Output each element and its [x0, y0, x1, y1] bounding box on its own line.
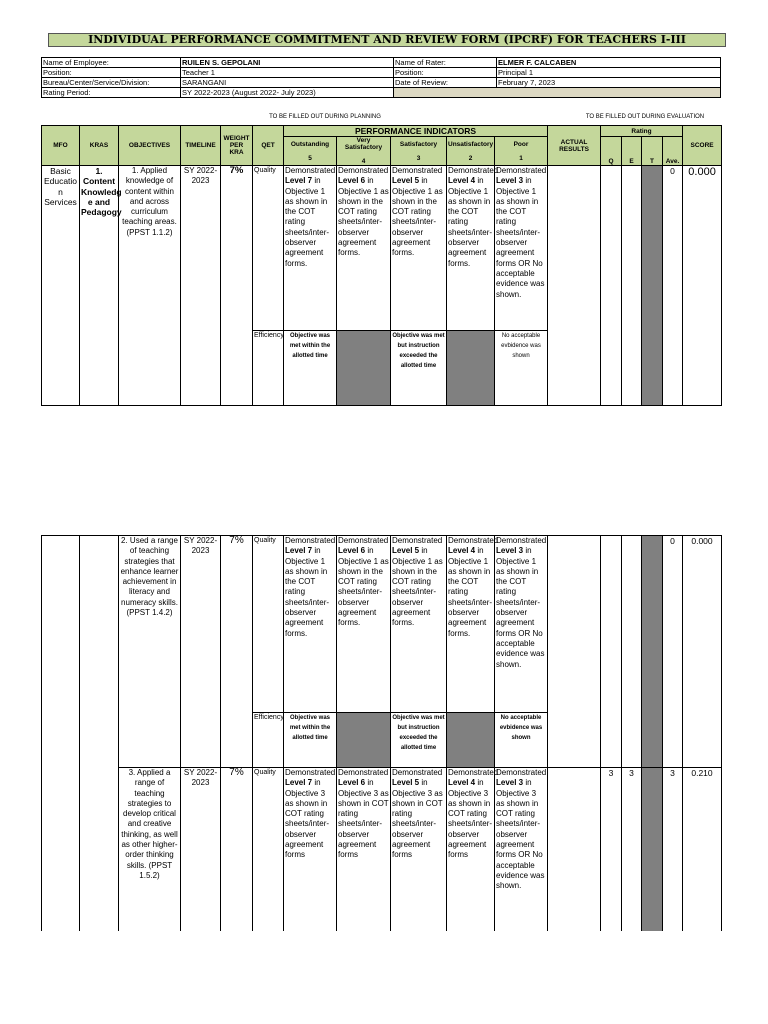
- mfo-continued: [42, 536, 80, 931]
- rater-label: Name of Rater:: [394, 58, 497, 68]
- indicator-poor: Demonstrated Level 3 in Objective 1 as shown in the COT rating sheets/inter-observer agreement forms OR No acceptable evidence was shown.: [495, 166, 548, 331]
- timeline-cell: SY 2022-2023: [181, 768, 221, 931]
- quality-label: Quality: [253, 768, 284, 931]
- level-outstanding: Outstanding 5: [284, 137, 337, 166]
- header-objectives: OBJECTIVES: [119, 126, 181, 166]
- actual-results-cell: [548, 536, 601, 768]
- bureau-value: SARANGANI: [181, 78, 394, 88]
- header-mfo: MFO: [42, 126, 80, 166]
- header-timeline: TIMELINE: [181, 126, 221, 166]
- indicator-poor: Demonstrated Level 3 in Objective 1 as shown in the COT rating sheets/inter-observer agreement forms OR No acceptable evidence was shown.: [495, 536, 548, 713]
- rater-position-label: Position:: [394, 68, 497, 78]
- t-value: [642, 768, 663, 931]
- efficiency-satisfactory: Objective was met but instruction exceeded the allotted time: [391, 331, 447, 406]
- period-value: SY 2022-2023 (August 2022- July 2023): [181, 88, 394, 98]
- rating-e: E: [622, 137, 642, 166]
- objective-text: 2. Used a range of teaching strategies that enhance learner achievement in literacy and numeracy skills. (PPST 1.4.2): [119, 536, 181, 768]
- ipcrf-table-page1: [41, 125, 722, 406]
- header-actual-results: ACTUAL RESULTS: [548, 126, 601, 166]
- indicator-unsatisfactory: Demonstrated Level 4 in Objective 1 as shown in the COT rating sheets/inter-observer agreement forms.: [447, 536, 495, 713]
- t-value: [642, 166, 663, 406]
- quality-label: Quality: [253, 536, 284, 713]
- header-score: SCORE: [683, 126, 722, 166]
- efficiency-label: Efficiency: [253, 331, 284, 406]
- efficiency-satisfactory: Objective was met but instruction exceeded the allotted time: [391, 713, 447, 768]
- q-value: [601, 166, 622, 406]
- period-label: Rating Period:: [42, 88, 181, 98]
- indicator-poor: Demonstrated Level 3 in Objective 3 as shown in COT rating sheets/inter-observer agreement forms OR No acceptable evidence was shown.: [495, 768, 548, 931]
- q-value: 3: [601, 768, 622, 931]
- header-weight: WEIGHT PER KRA: [221, 126, 253, 166]
- actual-results-cell: [548, 166, 601, 406]
- ipcrf-table-page2: [41, 535, 722, 931]
- efficiency-outstanding: Objective was met within the allotted time: [284, 331, 337, 406]
- evaluation-note: TO BE FILLED OUT DURING EVALUATION: [585, 114, 705, 120]
- objective-text: 3. Applied a range of teaching strategies to develop critical and creative thinking, as well as other higher-order thinking skills. (PPST 1.5.2): [119, 768, 181, 931]
- weight-cell: 7%: [221, 166, 253, 406]
- form-title: INDIVIDUAL PERFORMANCE COMMITMENT AND REVIEW FORM (IPCRF) FOR TEACHERS I-III: [48, 33, 726, 47]
- quality-label: Quality: [253, 166, 284, 331]
- e-value: [622, 536, 642, 768]
- efficiency-unsatisfactory: [447, 713, 495, 768]
- rater-position-value: Principal 1: [497, 68, 721, 78]
- efficiency-unsatisfactory: [447, 331, 495, 406]
- weight-cell: 7%: [221, 536, 253, 768]
- objective-row-3-quality: [42, 768, 722, 931]
- indicator-outstanding: Demonstrated Level 7 in Objective 1 as shown in the COT rating sheets/inter-observer agreement forms.: [284, 166, 337, 331]
- level-satisfactory: Satisfactory 3: [391, 137, 447, 166]
- actual-results-cell: [548, 768, 601, 931]
- header-performance-indicators: PERFORMANCE INDICATORS: [284, 126, 548, 137]
- objective-text: 1. Applied knowledge of content within and across curriculum teaching areas. (PPST 1.1.2): [119, 166, 181, 406]
- employee-info-table: [41, 57, 721, 98]
- rating-ave: Ave.: [663, 137, 683, 166]
- indicator-satisfactory: Demonstrated Level 5 in Objective 1 as shown in the COT rating sheets/inter-observer agreement forms.: [391, 166, 447, 331]
- efficiency-outstanding: Objective was met within the allotted time: [284, 713, 337, 768]
- e-value: [622, 166, 642, 406]
- rater-value: ELMER F. CALCABEN: [497, 58, 721, 68]
- level-very-satisfactory: Very Satisfactory 4: [337, 137, 391, 166]
- e-value: 3: [622, 768, 642, 931]
- shaded-cell: [394, 88, 721, 98]
- bureau-label: Bureau/Center/Service/Division:: [42, 78, 181, 88]
- indicator-satisfactory: Demonstrated Level 5 in Objective 1 as shown in the COT rating sheets/inter-observer agreement forms.: [391, 536, 447, 713]
- header-qet: QET: [253, 126, 284, 166]
- timeline-cell: SY 2022-2023: [181, 536, 221, 768]
- indicator-outstanding: Demonstrated Level 7 in Objective 1 as shown in the COT rating sheets/inter-observer agreement forms.: [284, 536, 337, 713]
- planning-note: TO BE FILLED OUT DURING PLANNING: [269, 114, 381, 120]
- position-value: Teacher 1: [181, 68, 394, 78]
- level-unsatisfactory: Unsatisfactory 2: [447, 137, 495, 166]
- indicator-outstanding: Demonstrated Level 7 in Objective 3 as shown in COT rating sheets/inter-observer agreement forms: [284, 768, 337, 931]
- header-rating: Rating: [601, 126, 683, 137]
- review-value: February 7, 2023: [497, 78, 721, 88]
- indicator-very-satisfactory: Demonstrated Level 6 in Objective 1 as shown in the COT rating sheets/inter-observer agreement forms.: [337, 536, 391, 713]
- mfo-cell: Basic Educatio n Services: [42, 166, 80, 406]
- weight-cell: 7%: [221, 768, 253, 931]
- rating-t: T: [642, 137, 663, 166]
- position-label: Position:: [42, 68, 181, 78]
- indicator-unsatisfactory: Demonstrated Level 4 in Objective 1 as shown in the COT rating sheets/inter-observer agreement forms.: [447, 166, 495, 331]
- score-value: 0.000: [683, 536, 722, 768]
- rating-q: Q: [601, 137, 622, 166]
- header-kras: KRAS: [80, 126, 119, 166]
- score-value: 0.210: [683, 768, 722, 931]
- indicator-very-satisfactory: Demonstrated Level 6 in Objective 3 as shown in COT rating sheets/inter-observer agreement forms: [337, 768, 391, 931]
- kra-cell: 1. Content Knowledg e and Pedagogy: [80, 166, 119, 406]
- employee-label: Name of Employee:: [42, 58, 181, 68]
- ave-value: 0: [663, 166, 683, 406]
- objective-row-2-quality: [42, 536, 722, 713]
- ave-value: 3: [663, 768, 683, 931]
- employee-value: RUILEN S. GEPOLANI: [181, 58, 394, 68]
- indicator-very-satisfactory: Demonstrated Level 6 in Objective 1 as shown in the COT rating sheets/inter-observer agreement forms.: [337, 166, 391, 331]
- efficiency-poor: No acceptable evbidence was shown: [495, 331, 548, 406]
- efficiency-very-satisfactory: [337, 713, 391, 768]
- efficiency-very-satisfactory: [337, 331, 391, 406]
- indicator-satisfactory: Demonstrated Level 5 in Objective 3 as shown in COT rating sheets/inter-observer agreement forms: [391, 768, 447, 931]
- indicator-unsatisfactory: Demonstrated Level 4 in Objective 3 as shown in COT rating sheets/inter-observer agreement forms: [447, 768, 495, 931]
- efficiency-poor: No acceptable evbidence was shown: [495, 713, 548, 768]
- review-label: Date of Review:: [394, 78, 497, 88]
- ave-value: 0: [663, 536, 683, 768]
- kra-continued: [80, 536, 119, 931]
- objective-row-1-quality: [42, 166, 722, 331]
- t-value: [642, 536, 663, 768]
- efficiency-label: Efficiency: [253, 713, 284, 768]
- q-value: [601, 536, 622, 768]
- timeline-cell: SY 2022-2023: [181, 166, 221, 406]
- score-value: 0.000: [683, 166, 722, 406]
- level-poor: Poor 1: [495, 137, 548, 166]
